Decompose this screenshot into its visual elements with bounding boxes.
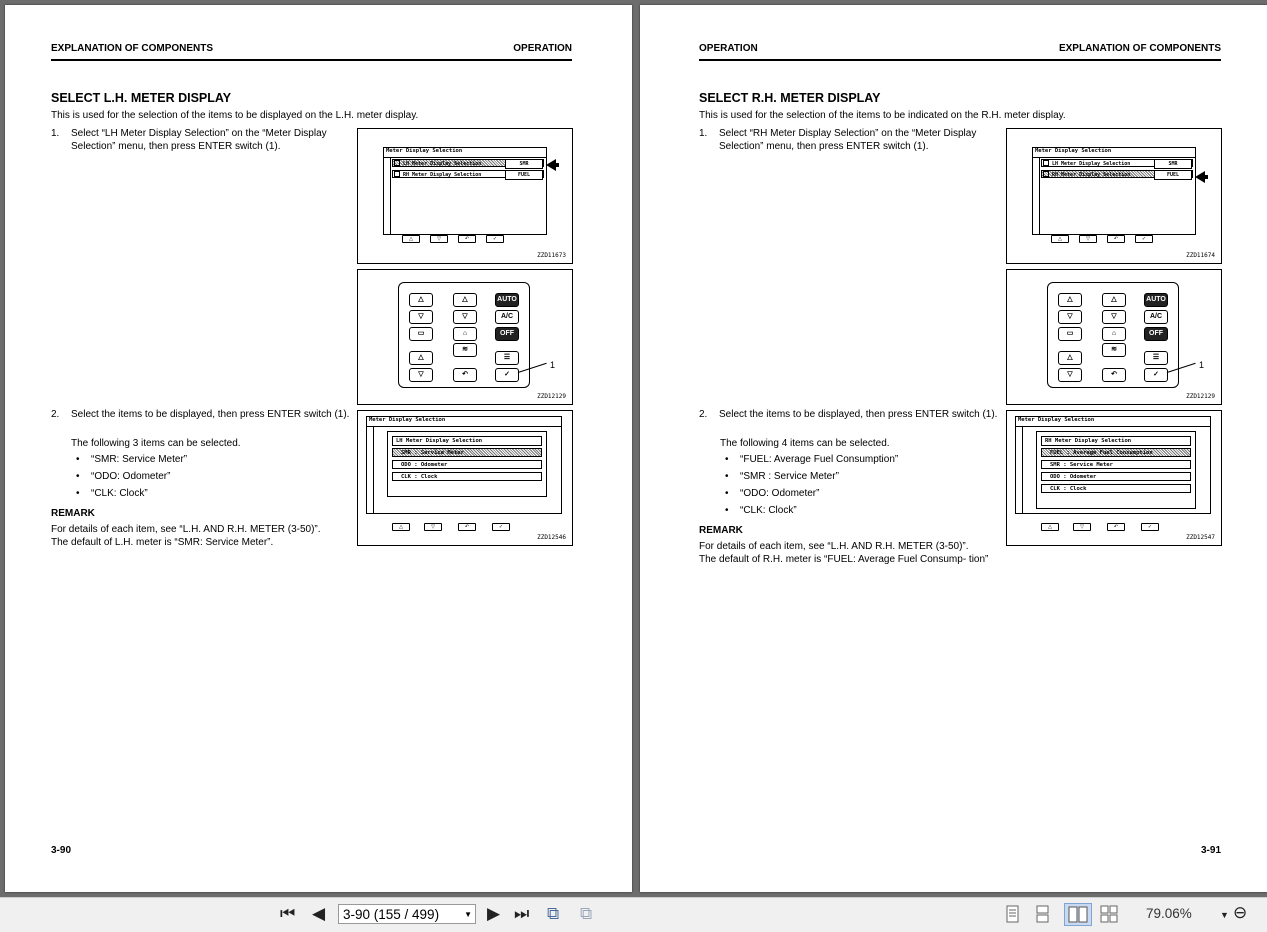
enter-check-icon: ✓ (1144, 368, 1168, 382)
list-item: • “SMR: Service Meter” (77, 454, 187, 465)
off-key: OFF (495, 327, 519, 341)
mode-icon: ▭ (1058, 327, 1082, 341)
switch-panel (1047, 282, 1179, 388)
screen-buttons (1051, 235, 1161, 243)
check-icon: ✓ (486, 235, 504, 243)
two-page-icon[interactable] (1064, 903, 1092, 926)
page-header (699, 43, 1221, 61)
down-key: ▽ (1102, 310, 1126, 324)
menu-icon: ☰ (1144, 351, 1168, 365)
meter-icon (1043, 160, 1049, 166)
up-key: △ (1102, 293, 1126, 307)
check-icon: ✓ (492, 523, 510, 531)
popup-list (387, 431, 547, 497)
go-forward-view-icon[interactable]: ⧉ (580, 904, 593, 923)
defroster-icon: ≋ (1102, 343, 1126, 357)
popup-title: LH Meter Display Selection (392, 436, 542, 446)
figure-code: ZZD11673 (537, 252, 566, 259)
list-option: SMR : Service Meter (392, 448, 542, 457)
figure-lh-item-list (357, 410, 573, 546)
list-option: FUEL : Average Fuel Consumption (1041, 448, 1191, 457)
scrollbar (384, 157, 391, 234)
screen-title: Meter Display Selection (1018, 417, 1095, 423)
previous-page-icon[interactable]: ◀ (312, 904, 326, 923)
meter-icon (394, 171, 400, 177)
meter-icon (394, 160, 400, 166)
ac-key: A/C (1144, 310, 1168, 324)
list-item: • “SMR : Service Meter” (726, 471, 839, 482)
step-number: 1. (51, 128, 60, 139)
meter-icon (1043, 171, 1049, 177)
up-icon: △ (1051, 235, 1069, 243)
figure-code: ZZD12129 (537, 393, 566, 400)
back-icon: ↶ (458, 235, 476, 243)
pointer-arrow-icon (1195, 171, 1205, 183)
down-icon: ▽ (1073, 523, 1091, 531)
enter-check-icon: ✓ (495, 368, 519, 382)
zoom-out-icon[interactable]: ⊖ (1233, 903, 1248, 922)
pointer-arrow-icon (546, 159, 556, 171)
vent-icon: ⌂ (1102, 327, 1126, 341)
up-key: △ (1058, 293, 1082, 307)
figure-rh-item-list (1006, 410, 1222, 546)
check-icon: ✓ (1141, 523, 1159, 531)
step-text: Select “LH Meter Display Selection” on the “Meter Display Selection” menu, then press ENTER switch (1). (71, 128, 327, 152)
down-key: ▽ (409, 368, 433, 382)
scrollbar (367, 426, 374, 513)
list-item: • “CLK: Clock” (726, 505, 797, 516)
monitor-screen (366, 416, 562, 514)
down-key: ▽ (1058, 368, 1082, 382)
down-key: ▽ (453, 310, 477, 324)
header-left: OPERATION (699, 43, 758, 54)
header-left: EXPLANATION OF COMPONENTS (51, 43, 214, 54)
section-title: SELECT R.H. METER DISPLAY (699, 91, 881, 105)
screen-title: Meter Display Selection (1035, 148, 1112, 154)
up-key: △ (409, 351, 433, 365)
step-text: Select “RH Meter Display Selection” on the “Meter Display Selection” menu, then press ENTER switch (1). (719, 128, 977, 152)
callout-number: 1 (1199, 360, 1205, 370)
switch-panel (398, 282, 530, 388)
remark-line: For details of each item, see “L.H. AND R.H. METER (3-50)”. (699, 541, 969, 552)
monitor-screen (383, 147, 547, 235)
last-page-icon[interactable]: ⏭ (514, 904, 530, 923)
next-page-icon[interactable]: ▶ (487, 904, 501, 923)
rh-meter-row: RH Meter Display Selection FUEL (1041, 170, 1193, 178)
back-icon: ↶ (1107, 523, 1125, 531)
single-page-icon[interactable] (1005, 905, 1020, 923)
lh-meter-row: LH Meter Display Selection SMR (1041, 159, 1193, 167)
scrollbar (1033, 157, 1040, 234)
menu-icon: ☰ (495, 351, 519, 365)
remark-label: REMARK (51, 508, 95, 519)
list-option: SMR : Service Meter (1041, 460, 1191, 469)
step-2 (699, 408, 999, 421)
page-header (51, 43, 572, 61)
figure-meter-selection (357, 128, 573, 264)
popup-list (1036, 431, 1196, 509)
up-key: △ (409, 293, 433, 307)
two-page-continuous-icon[interactable] (1099, 905, 1119, 923)
list-item: • “ODO: Odometer” (77, 471, 170, 482)
step-2 (51, 408, 351, 421)
remark-line: The default of L.H. meter is “SMR: Service Meter”. (51, 537, 274, 548)
figure-code: ZZD12547 (1186, 534, 1215, 541)
up-icon: △ (402, 235, 420, 243)
list-item: • “CLK: Clock” (77, 488, 148, 499)
popup-title: RH Meter Display Selection (1041, 436, 1191, 446)
up-icon: △ (392, 523, 410, 531)
up-icon: △ (1041, 523, 1059, 531)
intro-text: This is used for the selection of the items to be indicated on the R.H. meter display. (699, 110, 1066, 121)
step-number: 1. (699, 128, 708, 139)
lh-meter-row: LH Meter Display Selection SMR (392, 159, 544, 167)
back-icon: ↶ (458, 523, 476, 531)
auto-key: AUTO (495, 293, 519, 307)
rh-meter-row: RH Meter Display Selection FUEL (392, 170, 544, 178)
figure-code: ZZD12546 (537, 534, 566, 541)
back-icon: ↶ (1102, 368, 1126, 382)
remark-label: REMARK (699, 525, 743, 536)
viewer-toolbar (0, 897, 1267, 932)
figure-keypad (357, 269, 573, 405)
callout-number: 1 (550, 360, 556, 370)
figure-code: ZZD12129 (1186, 393, 1215, 400)
remark-line: For details of each item, see “L.H. AND R.H. METER (3-50)”. (51, 524, 321, 535)
figure-keypad (1006, 269, 1222, 405)
chevron-down-icon[interactable]: ▼ (464, 910, 472, 919)
ac-key: A/C (495, 310, 519, 324)
header-right: OPERATION (513, 43, 572, 54)
figure-meter-selection (1006, 128, 1222, 264)
back-icon: ↶ (1107, 235, 1125, 243)
monitor-screen (1032, 147, 1196, 235)
step-text: Select the items to be displayed, then press ENTER switch (1). (71, 409, 350, 420)
list-item: • “ODO: Odometer” (726, 488, 819, 499)
go-back-view-icon[interactable]: ⧉ (547, 904, 560, 923)
screen-title: Meter Display Selection (369, 417, 446, 423)
up-key: △ (453, 293, 477, 307)
list-item: • “FUEL: Average Fuel Consumption” (726, 454, 898, 465)
screen-buttons (392, 523, 522, 531)
zoom-level[interactable]: 79.06% (1146, 906, 1192, 921)
first-page-icon[interactable]: ⏮ (280, 904, 296, 923)
mode-icon: ▭ (409, 327, 433, 341)
zoom-dropdown-icon[interactable]: ▼ (1220, 910, 1229, 920)
header-right: EXPLANATION OF COMPONENTS (1058, 43, 1221, 54)
step-number: 2. (51, 409, 60, 420)
step-1 (699, 127, 999, 153)
down-key: ▽ (409, 310, 433, 324)
page-number-field[interactable]: 3-90 (155 / 499) ▼ (338, 904, 476, 924)
auto-key: AUTO (1144, 293, 1168, 307)
step-text: Select the items to be displayed, then press ENTER switch (1). (719, 409, 998, 420)
off-key: OFF (1144, 327, 1168, 341)
following-text: The following 4 items can be selected. (720, 438, 890, 449)
scrollbar (1016, 426, 1023, 513)
screen-buttons (1041, 523, 1171, 531)
up-key: △ (1058, 351, 1082, 365)
intro-text: This is used for the selection of the items to be displayed on the L.H. meter display. (51, 110, 419, 121)
right-page (640, 5, 1267, 892)
screen-title: Meter Display Selection (386, 148, 463, 154)
page-number: 3-90 (51, 845, 72, 856)
remark-line: The default of R.H. meter is “FUEL: Average Fuel Consump- tion” (699, 554, 989, 565)
list-option: CLK : Clock (1041, 484, 1191, 493)
continuous-icon[interactable] (1035, 905, 1050, 923)
page-number: 3-91 (1200, 845, 1221, 856)
down-key: ▽ (1058, 310, 1082, 324)
back-icon: ↶ (453, 368, 477, 382)
figure-code: ZZD11674 (1186, 252, 1215, 259)
monitor-screen (1015, 416, 1211, 514)
down-icon: ▽ (1079, 235, 1097, 243)
screen-buttons (402, 235, 512, 243)
list-option: CLK : Clock (392, 472, 542, 481)
step-1 (51, 127, 351, 153)
step-number: 2. (699, 409, 708, 420)
defroster-icon: ≋ (453, 343, 477, 357)
section-title: SELECT L.H. METER DISPLAY (51, 91, 232, 105)
check-icon: ✓ (1135, 235, 1153, 243)
down-icon: ▽ (424, 523, 442, 531)
list-option: ODO : Odometer (392, 460, 542, 469)
left-page (5, 5, 632, 892)
vent-icon: ⌂ (453, 327, 477, 341)
down-icon: ▽ (430, 235, 448, 243)
following-text: The following 3 items can be selected. (71, 438, 241, 449)
list-option: ODO : Odometer (1041, 472, 1191, 481)
